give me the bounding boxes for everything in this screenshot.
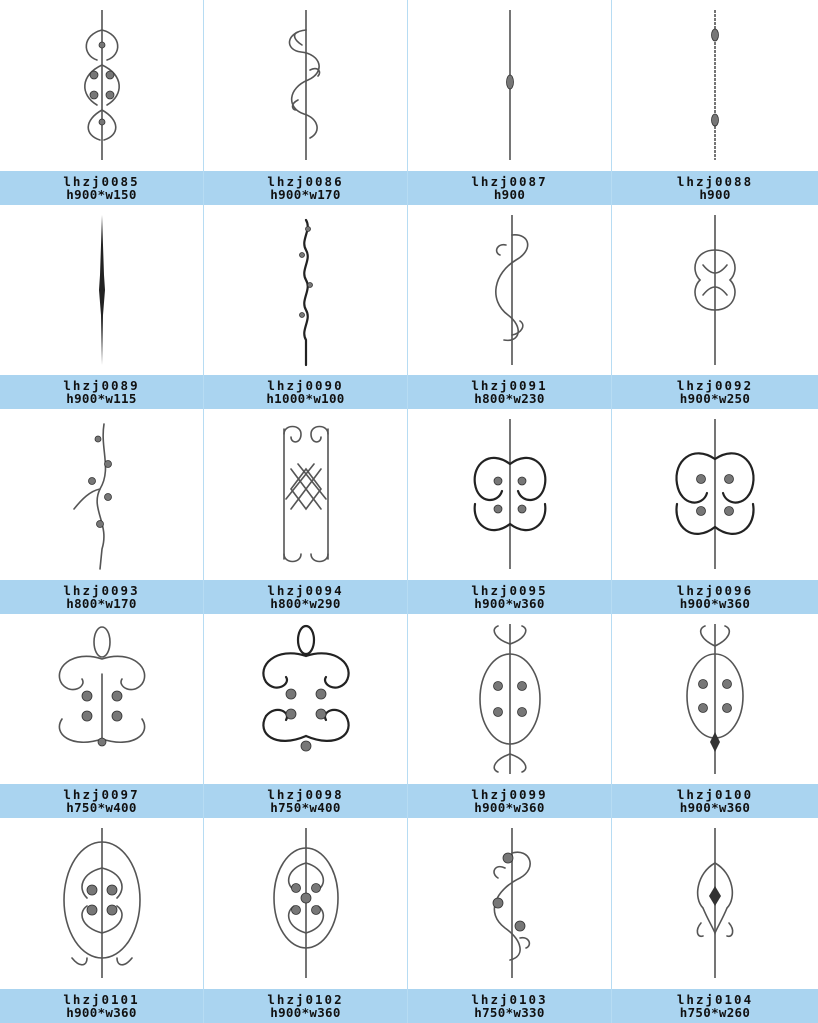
panel-double-c-scroll-icon <box>450 419 570 569</box>
product-dimensions: h750*w400 <box>66 800 137 816</box>
product-image[interactable] <box>204 205 407 375</box>
product-image[interactable] <box>204 818 407 988</box>
product-card[interactable] <box>0 205 204 410</box>
product-code: lhzj0089 <box>63 378 140 394</box>
panel-oval-leaf-knuckle-icon <box>655 624 775 774</box>
product-caption <box>0 375 203 409</box>
product-code: lhzj0088 <box>676 173 754 189</box>
product-dimensions: h900*w250 <box>679 391 751 407</box>
product-code: lhzj0091 <box>471 378 548 394</box>
product-dimensions: h900*w360 <box>679 595 751 611</box>
product-caption <box>612 580 818 614</box>
product-caption <box>408 375 611 409</box>
product-image[interactable] <box>0 818 203 988</box>
product-code: lhzj0100 <box>676 787 754 803</box>
product-caption <box>0 171 203 205</box>
product-code: lhzj0102 <box>267 991 344 1007</box>
product-code: lhzj0099 <box>471 787 548 803</box>
panel-lattice-scroll-icon <box>246 419 366 569</box>
product-code: lhzj0087 <box>471 173 548 189</box>
product-card[interactable] <box>0 0 204 205</box>
product-card[interactable] <box>204 614 408 819</box>
product-caption <box>612 171 818 205</box>
product-card[interactable] <box>0 614 204 819</box>
product-card[interactable] <box>408 0 612 205</box>
product-code: lhzj0104 <box>676 991 754 1007</box>
panel-ornate-oval-icon <box>42 828 162 978</box>
product-caption <box>0 989 203 1023</box>
product-dimensions: h900*w360 <box>474 595 545 611</box>
product-caption <box>204 580 407 614</box>
product-card[interactable] <box>204 205 408 410</box>
panel-s-leaf-scroll-icon <box>450 828 570 978</box>
product-caption <box>204 784 407 818</box>
product-caption <box>612 989 818 1023</box>
product-caption <box>0 784 203 818</box>
product-card[interactable] <box>0 818 204 1023</box>
product-code: lhzj0092 <box>676 378 754 394</box>
product-code: lhzj0101 <box>63 991 140 1007</box>
product-image[interactable] <box>408 409 611 579</box>
product-dimensions: h750*w400 <box>270 800 341 816</box>
product-caption <box>204 375 407 409</box>
product-image[interactable] <box>0 409 203 579</box>
product-caption <box>0 580 203 614</box>
product-card[interactable] <box>612 0 818 205</box>
product-card[interactable] <box>204 0 408 205</box>
baluster-large-s-scroll-icon <box>450 215 570 365</box>
product-image[interactable] <box>204 0 407 170</box>
product-caption <box>408 784 611 818</box>
product-dimensions: h900 <box>493 186 526 202</box>
product-card[interactable] <box>204 409 408 614</box>
baluster-spindle-icon <box>42 215 162 365</box>
baluster-plain-knuckle-icon <box>450 10 570 160</box>
product-dimensions: h900*w170 <box>270 186 341 202</box>
panel-diamond-rosette-icon <box>655 828 775 978</box>
product-caption <box>612 784 818 818</box>
product-dimensions: h900*w360 <box>270 1004 341 1020</box>
product-image[interactable] <box>612 409 818 579</box>
product-image[interactable] <box>408 205 611 375</box>
product-image[interactable] <box>0 614 203 784</box>
product-code: lhzj0097 <box>63 787 140 803</box>
product-image[interactable] <box>204 614 407 784</box>
product-image[interactable] <box>0 205 203 375</box>
product-caption <box>408 580 611 614</box>
product-code: lhzj0086 <box>267 173 344 189</box>
product-image[interactable] <box>612 614 818 784</box>
product-code: lhzj0096 <box>676 582 754 598</box>
product-code: lhzj0085 <box>63 173 140 189</box>
product-card[interactable] <box>612 818 818 1023</box>
product-dimensions: h750*w260 <box>679 1004 751 1020</box>
product-card[interactable] <box>612 205 818 410</box>
product-image[interactable] <box>408 818 611 988</box>
product-code: lhzj0098 <box>267 787 344 803</box>
product-card[interactable] <box>408 205 612 410</box>
product-image[interactable] <box>408 614 611 784</box>
panel-loop-top-scroll-dark-icon <box>246 624 366 774</box>
baluster-vine-icon <box>246 215 366 365</box>
product-dimensions: h900*w150 <box>66 186 137 202</box>
product-image[interactable] <box>612 818 818 988</box>
product-card[interactable] <box>204 818 408 1023</box>
product-caption <box>612 375 818 409</box>
product-code: lhzj0094 <box>267 582 344 598</box>
product-code: lhzj0103 <box>471 991 548 1007</box>
product-card[interactable] <box>612 614 818 819</box>
product-dimensions: h900 <box>699 186 731 202</box>
panel-oval-leaf-icon <box>450 624 570 774</box>
product-dimensions: h900*w360 <box>679 800 751 816</box>
product-dimensions: h1000*w100 <box>266 391 345 407</box>
product-image[interactable] <box>612 205 818 375</box>
product-dimensions: h800*w170 <box>66 595 137 611</box>
product-image[interactable] <box>204 409 407 579</box>
product-caption <box>408 989 611 1023</box>
product-dimensions: h750*w330 <box>474 1004 545 1020</box>
product-caption <box>204 989 407 1023</box>
product-dimensions: h900*w360 <box>66 1004 137 1020</box>
panel-double-c-scroll-dark-icon <box>655 419 775 569</box>
product-card[interactable] <box>0 409 204 614</box>
product-card[interactable] <box>408 409 612 614</box>
baluster-twisted-double-knuckle-icon <box>655 10 775 160</box>
product-card[interactable] <box>612 409 818 614</box>
product-card[interactable] <box>408 614 612 819</box>
product-code: lhzj0093 <box>63 582 140 598</box>
product-dimensions: h800*w290 <box>270 595 341 611</box>
baluster-fleur-panel-icon <box>655 215 775 365</box>
baluster-leaf-scroll-icon <box>42 10 162 160</box>
panel-loop-top-scroll-icon <box>42 624 162 774</box>
product-image[interactable] <box>0 0 203 170</box>
product-image[interactable] <box>612 0 818 170</box>
product-caption <box>408 171 611 205</box>
product-dimensions: h900*w115 <box>66 391 137 407</box>
panel-oval-flower-icon <box>246 828 366 978</box>
product-code: lhzj0090 <box>267 378 344 394</box>
product-image[interactable] <box>408 0 611 170</box>
product-caption <box>204 171 407 205</box>
product-card[interactable] <box>408 818 612 1023</box>
product-code: lhzj0095 <box>471 582 548 598</box>
product-dimensions: h800*w230 <box>474 391 545 407</box>
product-dimensions: h900*w360 <box>474 800 545 816</box>
baluster-grape-vine-icon <box>42 419 162 569</box>
baluster-s-scroll-icon <box>246 10 366 160</box>
